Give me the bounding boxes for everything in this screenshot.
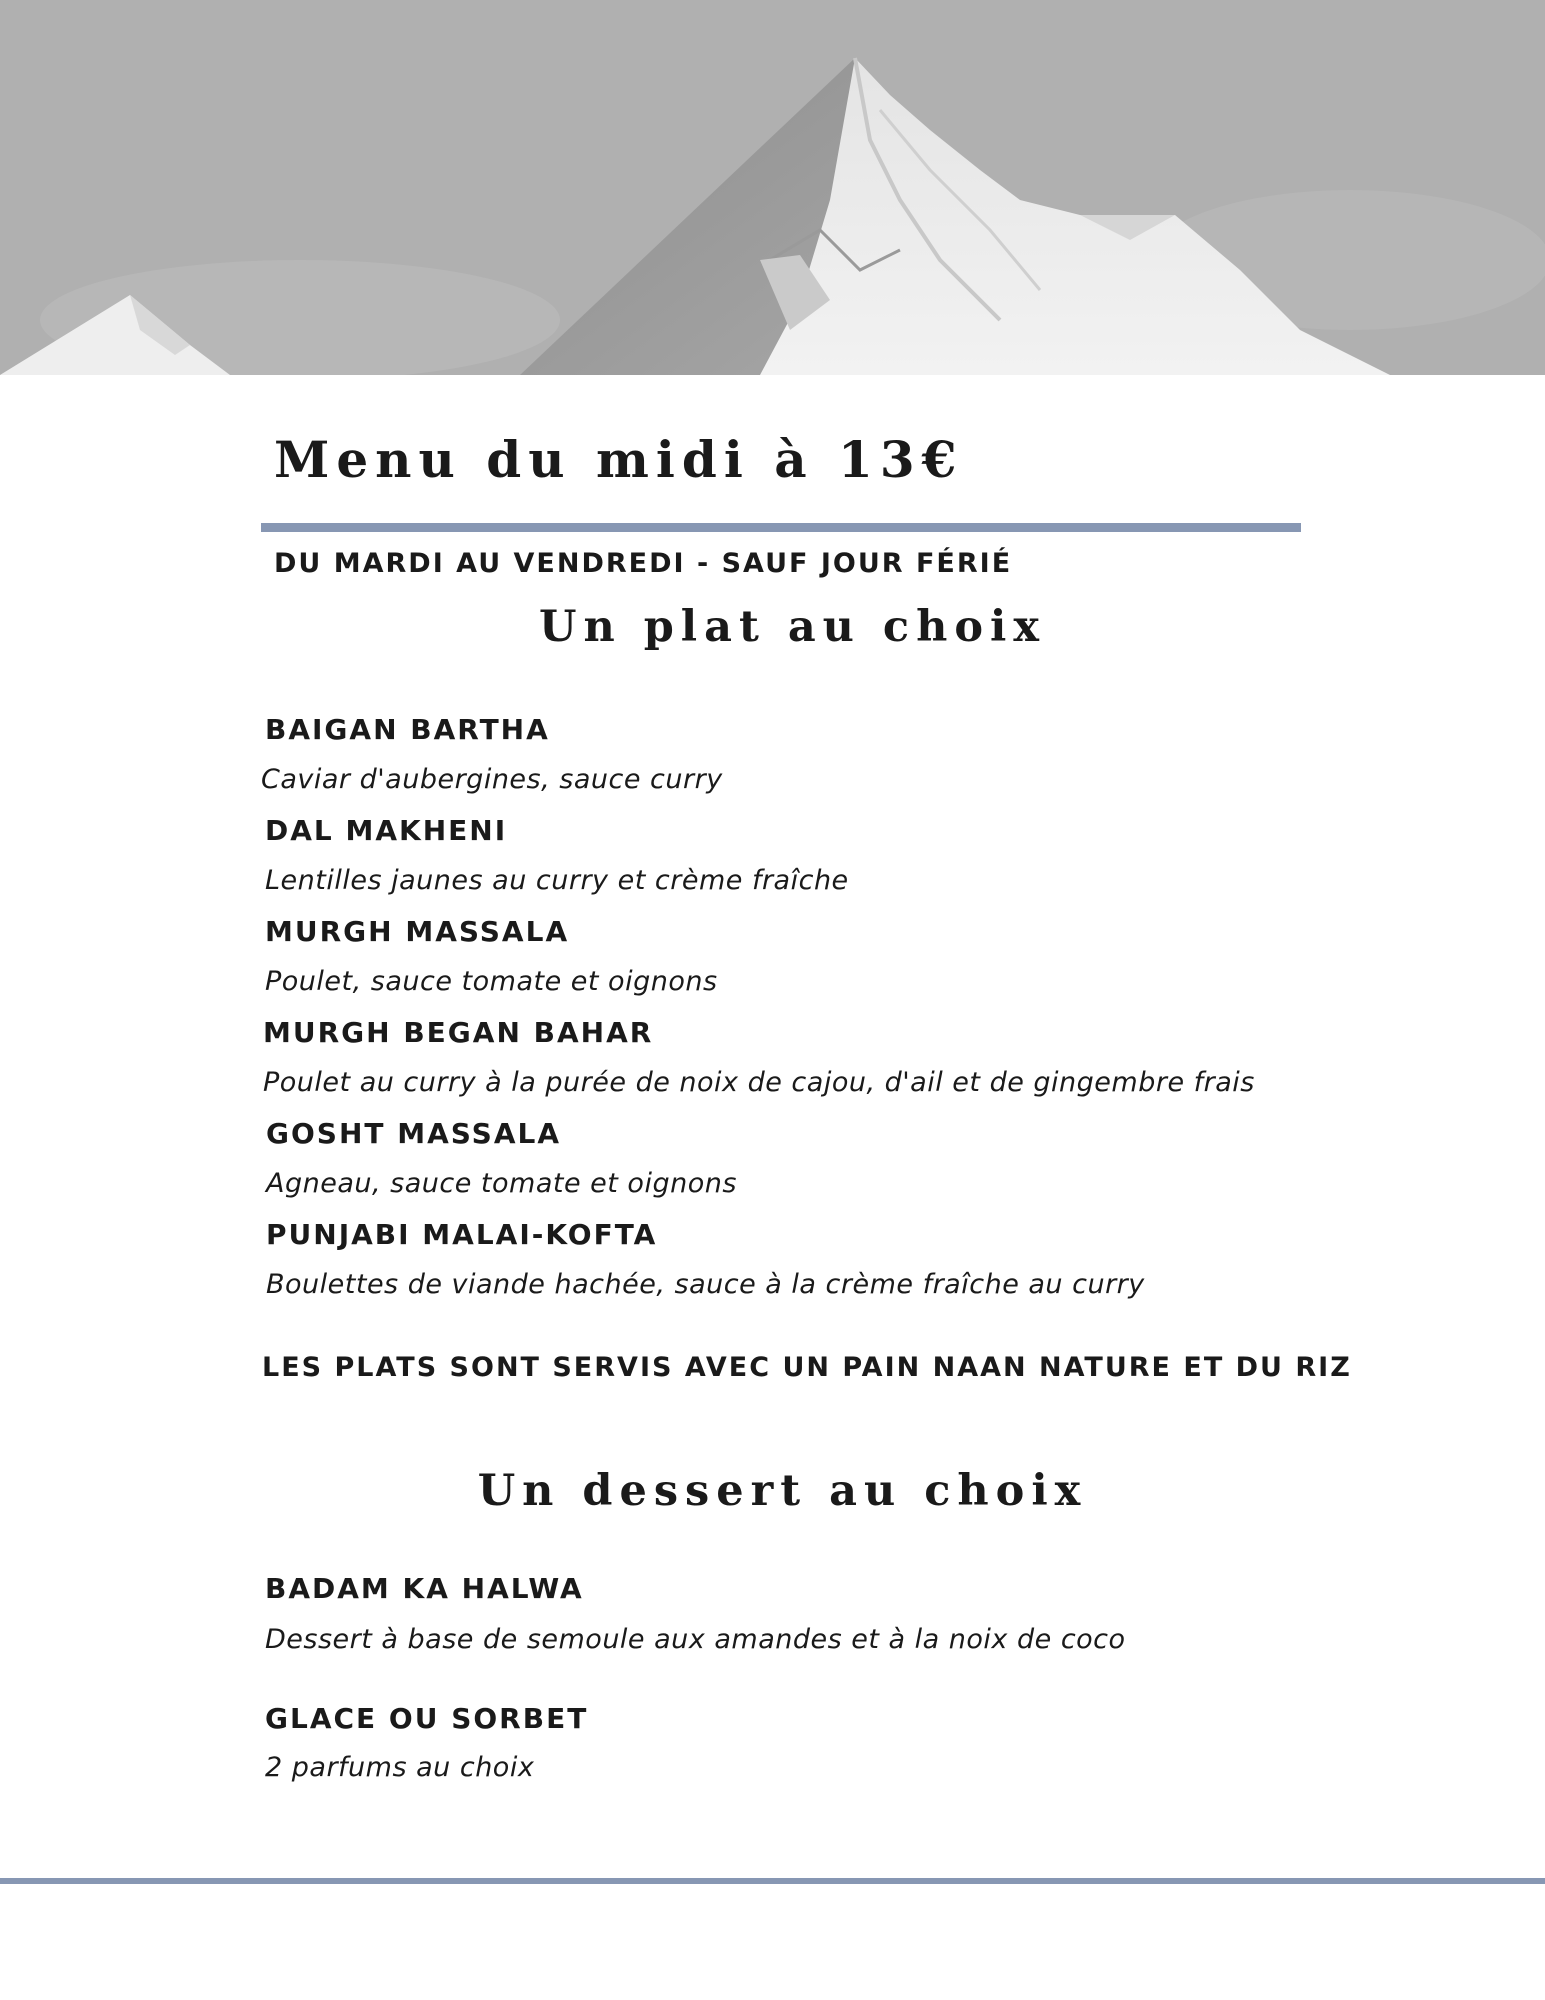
menu-item-name: PUNJABI MALAI-KOFTA xyxy=(266,1218,658,1251)
menu-item-description: Dessert à base de semoule aux amandes et à la noix de coco xyxy=(265,1624,1126,1655)
menu-item-description: Poulet au curry à la purée de noix de cajou, d'ail et de gingembre frais xyxy=(263,1067,1255,1098)
hero-mountain-image xyxy=(0,0,1545,375)
menu-item-description: Poulet, sauce tomate et oignons xyxy=(265,966,718,997)
footer-divider xyxy=(0,1878,1545,1884)
menu-item-description: Caviar d'aubergines, sauce curry xyxy=(261,764,723,795)
menu-item-description: Lentilles jaunes au curry et crème fraîche xyxy=(265,865,849,896)
menu-item-description: Agneau, sauce tomate et oignons xyxy=(266,1168,737,1199)
title-divider xyxy=(261,523,1301,532)
menu-item-name: BADAM KA HALWA xyxy=(265,1572,584,1605)
menu-item-name: BAIGAN BARTHA xyxy=(265,713,550,746)
menu-item-description: 2 parfums au choix xyxy=(265,1752,535,1783)
mains-note: LES PLATS SONT SERVIS AVEC UN PAIN NAAN NATURE ET DU RIZ xyxy=(262,1352,1352,1383)
mountain-peak-icon xyxy=(0,0,1545,375)
menu-title: Menu du midi à 13€ xyxy=(274,430,964,489)
menu-item-description: Boulettes de viande hachée, sauce à la crème fraîche au curry xyxy=(266,1269,1145,1300)
menu-subtitle: DU MARDI AU VENDREDI - SAUF JOUR FÉRIÉ xyxy=(274,548,1013,579)
desserts-heading: Un dessert au choix xyxy=(477,1466,1088,1516)
menu-item-name: GOSHT MASSALA xyxy=(266,1117,562,1150)
menu-item-name: MURGH BEGAN BAHAR xyxy=(263,1016,654,1049)
menu-item-name: DAL MAKHENI xyxy=(265,814,508,847)
menu-item-name: MURGH MASSALA xyxy=(265,915,570,948)
menu-item-name: GLACE OU SORBET xyxy=(265,1702,589,1735)
mains-heading: Un plat au choix xyxy=(538,602,1047,652)
